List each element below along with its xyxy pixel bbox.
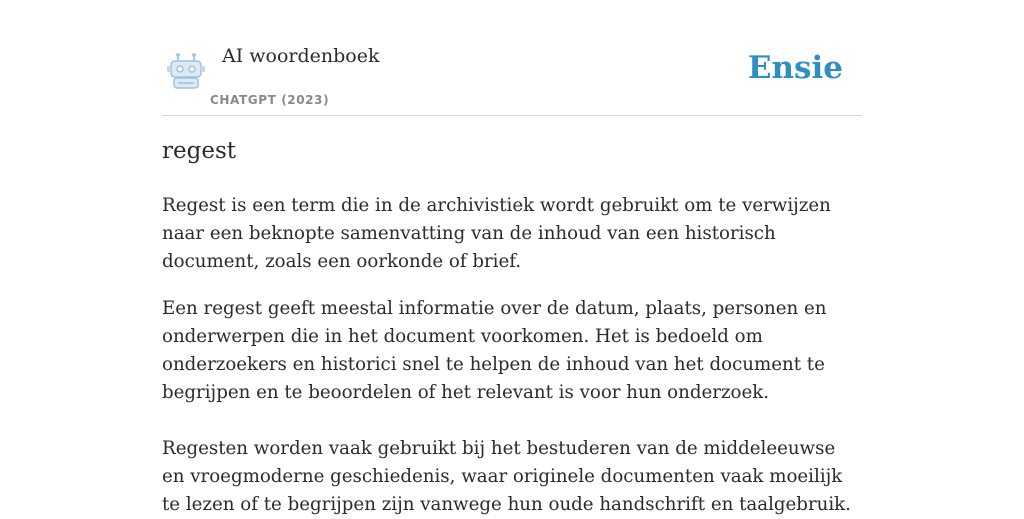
entry-paragraph-2: Een regest geeft meestal informatie over de datum, plaats, personen en onderwerpen die in het document voorkomen. Het is bedoeld om onderzoekers en historici snel te helpen de inhoud van het document te begrijpen en te beoordelen of het relevant is voor hun onderzoek. (162, 298, 827, 403)
dictionary-header (162, 0, 862, 116)
page-content (162, 0, 862, 515)
entry-term: regest (162, 138, 236, 164)
entry-paragraph-3: Regesten worden vaak gebruikt bij het bestuderen van de middeleeuwse en vroegmoderne geschiedenis, waar originele documenten vaak moeilijk te lezen of te begrijpen zijn vanwege hun oude handschrift en taalgebruik. (162, 438, 851, 515)
dictionary-source: CHATGPT (2023) (210, 93, 330, 107)
robot-icon (166, 52, 206, 90)
dictionary-title[interactable]: AI woordenboek (222, 45, 380, 67)
ensie-logo[interactable]: Ensie (747, 50, 843, 86)
entry-paragraph-1: Regest is een term die in de archivistiek wordt gebruikt om te verwijzen naar een beknopte samenvatting van de inhoud van een historisch document, zoals een oorkonde of brief. (162, 195, 831, 272)
